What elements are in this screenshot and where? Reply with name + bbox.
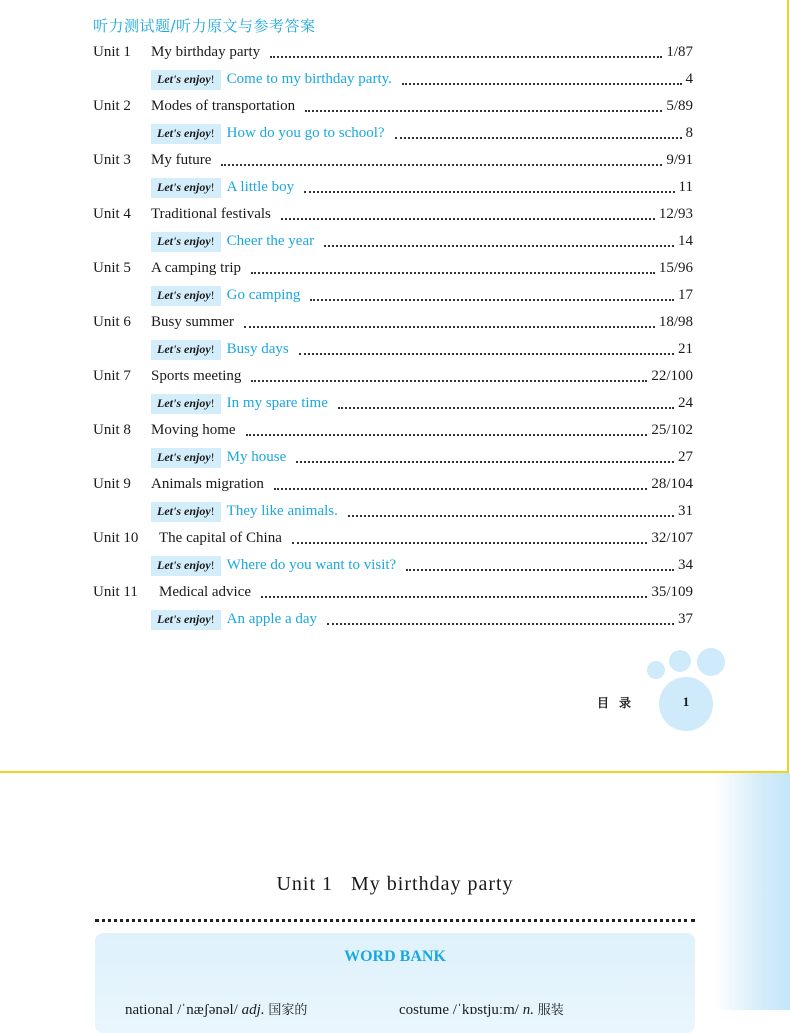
- badge-exclaim: !: [210, 449, 215, 464]
- toc-enjoy-row: [93, 336, 693, 363]
- word-phonetic: /ˈkɒstjuːm/: [452, 1002, 519, 1018]
- lesson-page: [0, 773, 790, 1018]
- dot-leader: [292, 527, 647, 544]
- badge-text: Let's enjoy: [157, 71, 211, 86]
- page-number: 1: [682, 694, 690, 709]
- enjoy-page: 11: [678, 179, 693, 195]
- toc-unit-row: [93, 309, 693, 336]
- badge-exclaim: !: [210, 125, 215, 140]
- badge-exclaim: !: [210, 503, 215, 518]
- dot-leader: [261, 581, 647, 598]
- badge-text: Let's enjoy: [157, 341, 211, 356]
- toc-enjoy-row: [93, 66, 693, 93]
- enjoy-page: 14: [678, 233, 693, 249]
- unit-page: 12/93: [658, 206, 693, 222]
- toc-unit-row: [93, 93, 693, 120]
- unit-title: A camping trip: [151, 260, 241, 276]
- toc-enjoy-row: [93, 120, 693, 147]
- lets-enjoy-badge: [151, 124, 221, 144]
- dot-leader: [221, 149, 662, 166]
- unit-page: 15/96: [658, 260, 693, 276]
- word-pos: n.: [522, 1002, 534, 1018]
- word-text: national: [125, 1002, 174, 1018]
- dotted-divider: [95, 919, 695, 922]
- unit-label: Unit 3: [93, 152, 131, 168]
- dot-leader: [305, 95, 662, 112]
- lets-enjoy-badge: [151, 178, 221, 198]
- word-meaning: 服装: [537, 1003, 564, 1018]
- unit-title: Moving home: [151, 422, 236, 438]
- enjoy-page: 17: [678, 287, 693, 303]
- dot-leader: [281, 203, 655, 220]
- unit-label: Unit 7: [93, 368, 131, 384]
- word-text: costume: [399, 1002, 449, 1018]
- enjoy-title: My house: [226, 449, 287, 465]
- dot-leader: [324, 230, 674, 247]
- dot-leader: [274, 473, 647, 490]
- enjoy-title: In my spare time: [226, 395, 328, 411]
- unit-page: 18/98: [658, 314, 693, 330]
- unit-page: 28/104: [651, 476, 693, 492]
- enjoy-page: 37: [678, 611, 693, 627]
- toc-enjoy-row: [93, 606, 693, 633]
- word-bank-title: WORD BANK: [344, 948, 446, 965]
- unit-label: Unit 11: [93, 584, 138, 600]
- dot-leader: [338, 392, 674, 409]
- enjoy-title: How do you go to school?: [226, 125, 385, 141]
- unit-page: 1/87: [666, 44, 693, 60]
- toc-unit-row: [93, 201, 693, 228]
- chapter-title: Unit 1 My birthday party: [276, 873, 514, 895]
- unit-page: 32/107: [651, 530, 693, 546]
- toc-unit-row: [93, 471, 693, 498]
- enjoy-page: 21: [678, 341, 693, 357]
- unit-title: Traditional festivals: [151, 206, 271, 222]
- table-of-contents: [93, 39, 693, 633]
- dot-leader: [296, 446, 674, 463]
- dot-leader: [251, 257, 655, 274]
- unit-label: Unit 4: [93, 206, 131, 222]
- unit-title: Animals migration: [151, 476, 264, 492]
- toc-unit-row: [93, 363, 693, 390]
- badge-exclaim: !: [210, 233, 215, 248]
- badge-exclaim: !: [210, 557, 215, 572]
- unit-page: 35/109: [651, 584, 693, 600]
- unit-label: Unit 6: [93, 314, 131, 330]
- toc-unit-row: [93, 255, 693, 282]
- unit-label: Unit 1: [93, 44, 131, 60]
- toc-unit-row: [93, 417, 693, 444]
- unit-title: The capital of China: [159, 530, 282, 546]
- enjoy-title: Go camping: [226, 287, 301, 303]
- badge-text: Let's enjoy: [157, 395, 211, 410]
- dot-leader: [304, 176, 674, 193]
- unit-page: 9/91: [666, 152, 693, 168]
- paw-print-icon: [645, 648, 730, 733]
- toc-enjoy-row: [93, 390, 693, 417]
- dot-leader: [406, 554, 674, 571]
- toc-unit-row: [93, 39, 693, 66]
- dot-leader: [244, 311, 655, 328]
- lets-enjoy-badge: [151, 340, 221, 360]
- enjoy-page: 24: [678, 395, 693, 411]
- enjoy-title: Come to my birthday party.: [226, 71, 392, 87]
- unit-label: Unit 10: [93, 530, 139, 546]
- enjoy-title: Cheer the year: [226, 233, 315, 249]
- section-title: 听力测试题/听力原文与参考答案: [93, 17, 316, 35]
- unit-label: Unit 9: [93, 476, 131, 492]
- lets-enjoy-badge: [151, 394, 221, 414]
- badge-text: Let's enjoy: [157, 233, 211, 248]
- badge-text: Let's enjoy: [157, 287, 211, 302]
- dot-leader: [251, 365, 647, 382]
- enjoy-page: 4: [685, 71, 693, 87]
- unit-label: Unit 8: [93, 422, 131, 438]
- word-phonetic: /ˈnæʃənəl/: [177, 1002, 238, 1018]
- badge-exclaim: !: [210, 611, 215, 626]
- word-meaning: 国家的: [268, 1003, 308, 1018]
- toc-enjoy-row: [93, 498, 693, 525]
- badge-text: Let's enjoy: [157, 503, 211, 518]
- badge-text: Let's enjoy: [157, 179, 211, 194]
- unit-label: Unit 2: [93, 98, 131, 114]
- toc-enjoy-row: [93, 552, 693, 579]
- unit-page: 5/89: [666, 98, 693, 114]
- lets-enjoy-badge: [151, 610, 221, 630]
- unit-title: Busy summer: [151, 314, 234, 330]
- enjoy-title: An apple a day: [226, 611, 318, 627]
- dot-leader: [270, 41, 662, 58]
- word-entry: [125, 999, 307, 1019]
- toc-unit-row: [93, 147, 693, 174]
- toc-enjoy-row: [93, 228, 693, 255]
- badge-text: Let's enjoy: [157, 449, 211, 464]
- badge-exclaim: !: [210, 341, 215, 356]
- lets-enjoy-badge: [151, 232, 221, 252]
- toc-unit-row: [93, 525, 693, 552]
- word-pos: adj.: [241, 1002, 265, 1018]
- dot-leader: [327, 608, 674, 625]
- badge-exclaim: !: [210, 395, 215, 410]
- footer-label: 目录: [597, 696, 642, 710]
- enjoy-page: 34: [678, 557, 693, 573]
- lets-enjoy-badge: [151, 502, 221, 522]
- toc-unit-row: [93, 579, 693, 606]
- lets-enjoy-badge: [151, 448, 221, 468]
- unit-title: Sports meeting: [151, 368, 242, 384]
- dot-leader: [310, 284, 674, 301]
- badge-exclaim: !: [210, 71, 215, 86]
- badge-text: Let's enjoy: [157, 557, 211, 572]
- enjoy-page: 8: [685, 125, 693, 141]
- lets-enjoy-badge: [151, 556, 221, 576]
- dot-leader: [246, 419, 648, 436]
- unit-page: 22/100: [651, 368, 693, 384]
- enjoy-page: 31: [678, 503, 693, 519]
- badge-text: Let's enjoy: [157, 125, 211, 140]
- enjoy-title: A little boy: [226, 179, 295, 195]
- word-entry: [399, 999, 564, 1019]
- unit-title: My future: [151, 152, 212, 168]
- lets-enjoy-badge: [151, 286, 221, 306]
- dot-leader: [395, 122, 682, 139]
- enjoy-page: 27: [678, 449, 693, 465]
- enjoy-title: Where do you want to visit?: [226, 557, 397, 573]
- dot-leader: [402, 68, 682, 85]
- dot-leader: [348, 500, 674, 517]
- badge-text: Let's enjoy: [157, 611, 211, 626]
- toc-enjoy-row: [93, 444, 693, 471]
- badge-exclaim: !: [210, 287, 215, 302]
- word-bank-box: [95, 933, 695, 1033]
- unit-title: Medical advice: [159, 584, 252, 600]
- toc-enjoy-row: [93, 282, 693, 309]
- lets-enjoy-badge: [151, 70, 221, 90]
- dot-leader: [299, 338, 674, 355]
- unit-label: Unit 5: [93, 260, 131, 276]
- badge-exclaim: !: [210, 179, 215, 194]
- enjoy-title: They like animals.: [226, 503, 338, 519]
- enjoy-title: Busy days: [226, 341, 289, 357]
- unit-title: Modes of transportation: [151, 98, 296, 114]
- toc-enjoy-row: [93, 174, 693, 201]
- unit-title: My birthday party: [151, 44, 261, 60]
- unit-page: 25/102: [651, 422, 693, 438]
